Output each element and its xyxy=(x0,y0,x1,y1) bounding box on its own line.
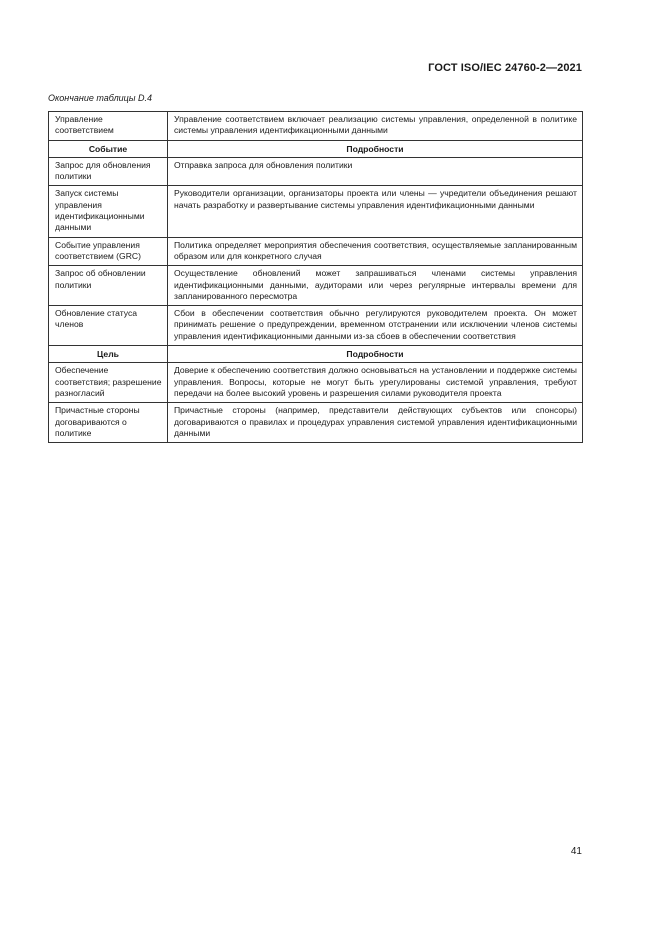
row-description: Руководители организации, организаторы проекта или члены — учредители объединения решают начать разработку и развертывание системы управления идентификационными данными xyxy=(168,186,583,237)
row-description: Отправка запроса для обновления политики xyxy=(168,157,583,186)
table-row xyxy=(49,266,583,306)
column-header-goal: Цель xyxy=(49,346,168,363)
row-term: Запрос для обновления политики xyxy=(49,157,168,186)
table-row xyxy=(49,112,583,141)
row-description: Доверие к обеспечению соответствия должно основываться на установлении и поддержке системы управления. Вопросы, которые не могут быть урегулированы системой управления, требуют передачи на более высокий уровень и разрешения силами руководителя проекта xyxy=(168,363,583,403)
table-caption: Окончание таблицы D.4 xyxy=(48,93,152,103)
row-term: Запуск системы управления идентификационными данными xyxy=(49,186,168,237)
row-term: Запрос об обновлении политики xyxy=(49,266,168,306)
table-row xyxy=(49,363,583,403)
row-term: Событие управления соответствием (GRC) xyxy=(49,237,168,266)
row-description: Политика определяет мероприятия обеспечения соответствия, осуществляемые запланированным образом или для конкретного случая xyxy=(168,237,583,266)
column-header-details: Подробности xyxy=(168,140,583,157)
row-term: Обновление статуса членов xyxy=(49,306,168,346)
events-header-row xyxy=(49,140,583,157)
column-header-details: Подробности xyxy=(168,346,583,363)
row-description: Сбои в обеспечении соответствия обычно регулируются руководителем проекта. Он может принимать решение о предупреждении, временном отстранении или исключении членов системы управления идентификационными данными из-за сбоев в обеспечении соответствия xyxy=(168,306,583,346)
row-term: Управление соответствием xyxy=(49,112,168,141)
row-term: Обеспечение соответствия; разрешение разногласий xyxy=(49,363,168,403)
row-description: Управление соответствием включает реализацию системы управления, определенной в политике системы управления идентификационными данными xyxy=(168,112,583,141)
page-number: 41 xyxy=(570,846,582,857)
goals-header-row xyxy=(49,346,583,363)
row-description: Причастные стороны (например, представители действующих субъектов или спонсоры) договариваются о правилах и процедурах управления системой управления идентификационными данными xyxy=(168,403,583,443)
column-header-event: Событие xyxy=(49,140,168,157)
table-row xyxy=(49,157,583,186)
table-row xyxy=(49,186,583,237)
table-row xyxy=(49,306,583,346)
row-description: Осуществление обновлений может запрашиваться членами системы управления идентификационными данными, аудиторами или через регулярные интервалы времени для запланированного пересмотра xyxy=(168,266,583,306)
table-row xyxy=(49,237,583,266)
governance-table xyxy=(48,111,583,443)
row-term: Причастные стороны договариваются о политике xyxy=(49,403,168,443)
standard-designation: ГОСТ ISO/IEC 24760-2—2021 xyxy=(428,62,582,74)
table-row xyxy=(49,403,583,443)
